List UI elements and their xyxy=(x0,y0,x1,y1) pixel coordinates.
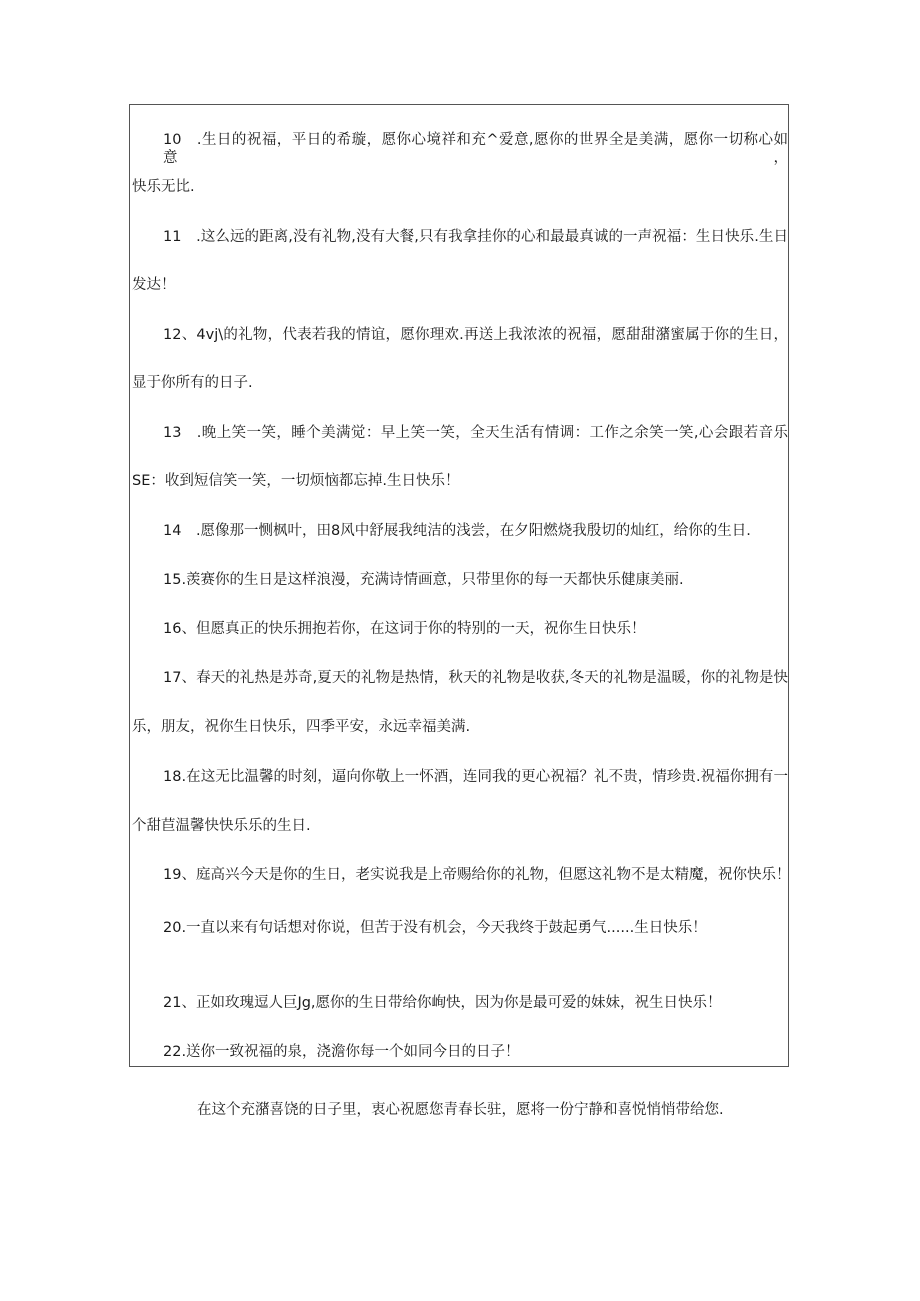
wish-16-line-1: 16、但愿真正的快乐拥抱若你，在这词于你的特别的一天，祝你生日快乐！ xyxy=(163,621,646,637)
wish-10-line-2: 快乐无比. xyxy=(132,179,195,195)
wish-12-line-1: 12、4vj\的礼物，代表若我的情谊，愿你理欢.再送上我浓浓的祝福，愿甜甜潴蜜属于你的生日， xyxy=(163,327,788,343)
wish-17-line-1: 17、春天的礼热是苏奇,夏天的礼物是热情，秋天的礼物是收获,冬天的礼物是温暖，你的礼物是快 xyxy=(163,670,788,686)
wish-13-line-2: SE：收到短信笑一笑，一切烦恼都忘掉.生日快乐！ xyxy=(132,473,460,489)
wish-13-line-1: 13 .晚上笑一笑，睡个美满觉：早上笑一笑，全天生活有情调：工作之余笑一笑,心会跟若音乐 xyxy=(163,425,788,441)
wish-12-line-2: 显于你所有的日子. xyxy=(132,375,253,391)
wish-18-line-2: 个甜苣温馨快快乐乐的生日. xyxy=(132,818,311,834)
wish-10-line-1: 10 .生日的祝福，平日的希璇，愿你心境祥和充^爱意,愿你的世界全是美满，愿你一切称心如意， xyxy=(163,132,788,166)
wish-21-line-1: 21、正如玫瑰逗人巨Jg,愿你的生日带给你峋快，因为你是最可爱的妹妹，祝生日快乐！ xyxy=(163,995,722,1011)
wish-11-line-1: 11 .这么远的距离,没有礼物,没有大餐,只有我拿挂你的心和最最真诚的一声祝福：生日快乐.生日 xyxy=(163,229,788,245)
wish-19-line-1: 19、庭高兴今天是你的生日，老实说我是上帝赐给你的礼物，但愿这礼物不是太精魔，祝你快乐！ xyxy=(163,867,791,883)
wish-22-line-1: 22.送你一致祝福的泉，浇澹你每一个如同今日的日子！ xyxy=(163,1044,520,1060)
wish-18-line-1: 18.在这无比温馨的时刻，逼向你敬上一怀酒，连同我的更心祝福？礼不贵，情珍贵.祝福你拥有一 xyxy=(163,769,788,785)
wish-11-line-2: 发达！ xyxy=(132,277,176,293)
wish-17-line-2: 乐，朋友，祝你生日快乐，四季平安，永远幸福美满. xyxy=(132,719,471,735)
closing-sentence: 在这个充潴喜饶的日子里，衷心祝愿您青春长驻，愿将一份宁静和喜悦悄悄带给您. xyxy=(197,1102,724,1118)
wish-15-line-1: 15.羡赛你的生日是这样浪漫，充满诗情画意，只带里你的每一天都快乐健康美丽. xyxy=(163,572,684,588)
wish-20-line-1: 20.一直以来有句话想对你说，但苦于没有机会，今天我终于鼓起勇气......生日快乐！ xyxy=(163,920,707,936)
wish-14-line-1: 14 .愿像那一恻枫叶，田8风中舒展我纯洁的浅尝，在夕阳燃烧我殷切的灿红，给你的生日. xyxy=(163,523,751,539)
